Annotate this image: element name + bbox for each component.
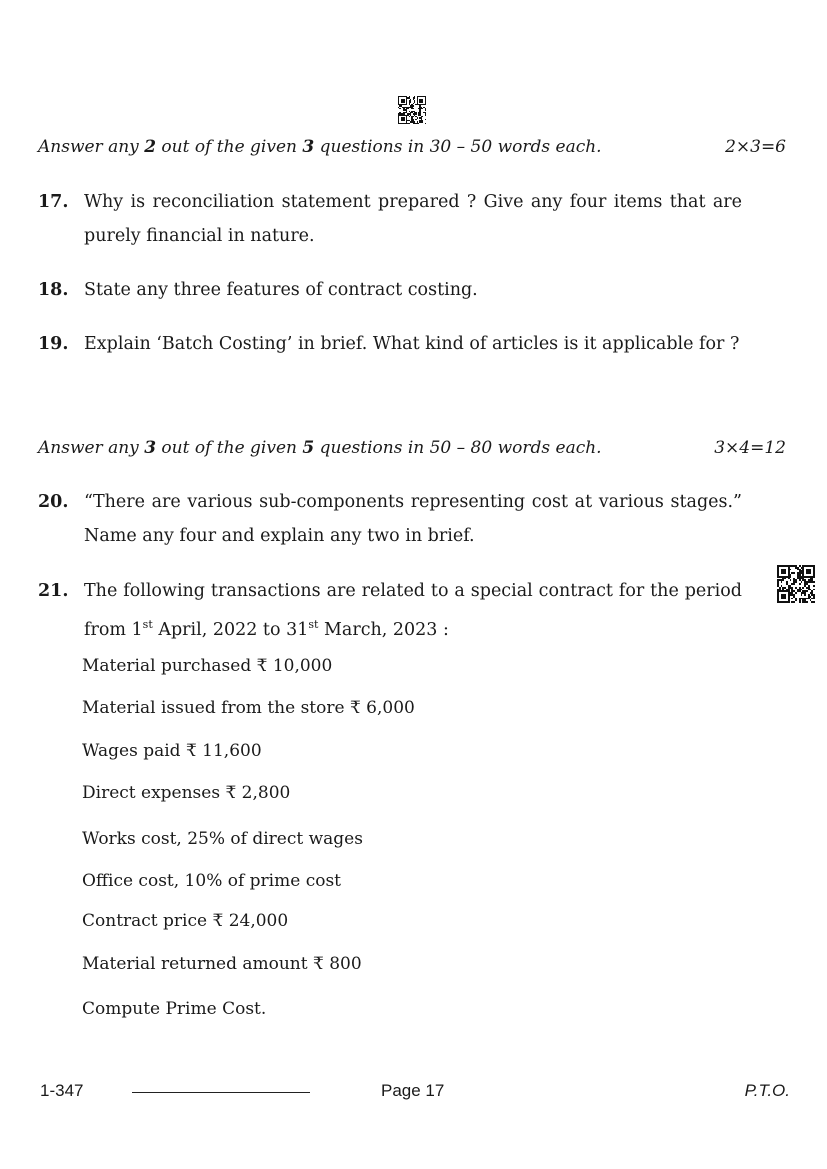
question-text: “There are various sub-components representing cost at various stages.” Name any four and explain any two in brief. <box>84 492 742 546</box>
section-instruction: Answer any 3 out of the given 5 questions in 50 – 80 words each. <box>38 438 602 458</box>
qr-code-icon <box>777 565 815 603</box>
page-number: Page 17 <box>381 1081 445 1100</box>
question-text: State any three features of contract costing. <box>84 280 478 300</box>
qr-code-icon <box>398 96 426 124</box>
question-text: Explain ‘Batch Costing’ in brief. What kind of articles is it applicable for ? <box>84 334 740 354</box>
list-item: Direct expenses ₹ 2,800 <box>82 783 291 803</box>
question-number: 20. <box>38 492 69 512</box>
paper-code: 1-347 <box>40 1081 84 1100</box>
question-text: Why is reconciliation statement prepared ? Give any four items that are purely financial in nature. <box>84 192 742 246</box>
list-item: Contract price ₹ 24,000 <box>82 911 289 931</box>
list-item: Compute Prime Cost. <box>82 999 267 1019</box>
list-item: Material issued from the store ₹ 6,000 <box>82 698 415 718</box>
list-item: Material returned amount ₹ 800 <box>82 954 362 974</box>
list-item: Office cost, 10% of prime cost <box>82 871 342 891</box>
question-number: 17. <box>38 192 69 212</box>
list-item: Works cost, 25% of direct wages <box>82 829 363 849</box>
section-marks: 3×4=12 <box>714 438 786 458</box>
pto-label: P.T.O. <box>744 1081 790 1100</box>
question-number: 19. <box>38 334 69 354</box>
section-instruction: Answer any 2 out of the given 3 questions in 30 – 50 words each. <box>38 137 602 157</box>
question-text: The following transactions are related to a special contract for the period from 1st April, 2022 to 31st March, 2023 : <box>84 581 742 640</box>
list-item: Material purchased ₹ 10,000 <box>82 656 333 676</box>
section-marks: 2×3=6 <box>725 137 786 157</box>
question-number: 21. <box>38 581 69 601</box>
question-number: 18. <box>38 280 69 300</box>
footer-divider <box>132 1092 310 1093</box>
list-item: Wages paid ₹ 11,600 <box>82 741 262 761</box>
